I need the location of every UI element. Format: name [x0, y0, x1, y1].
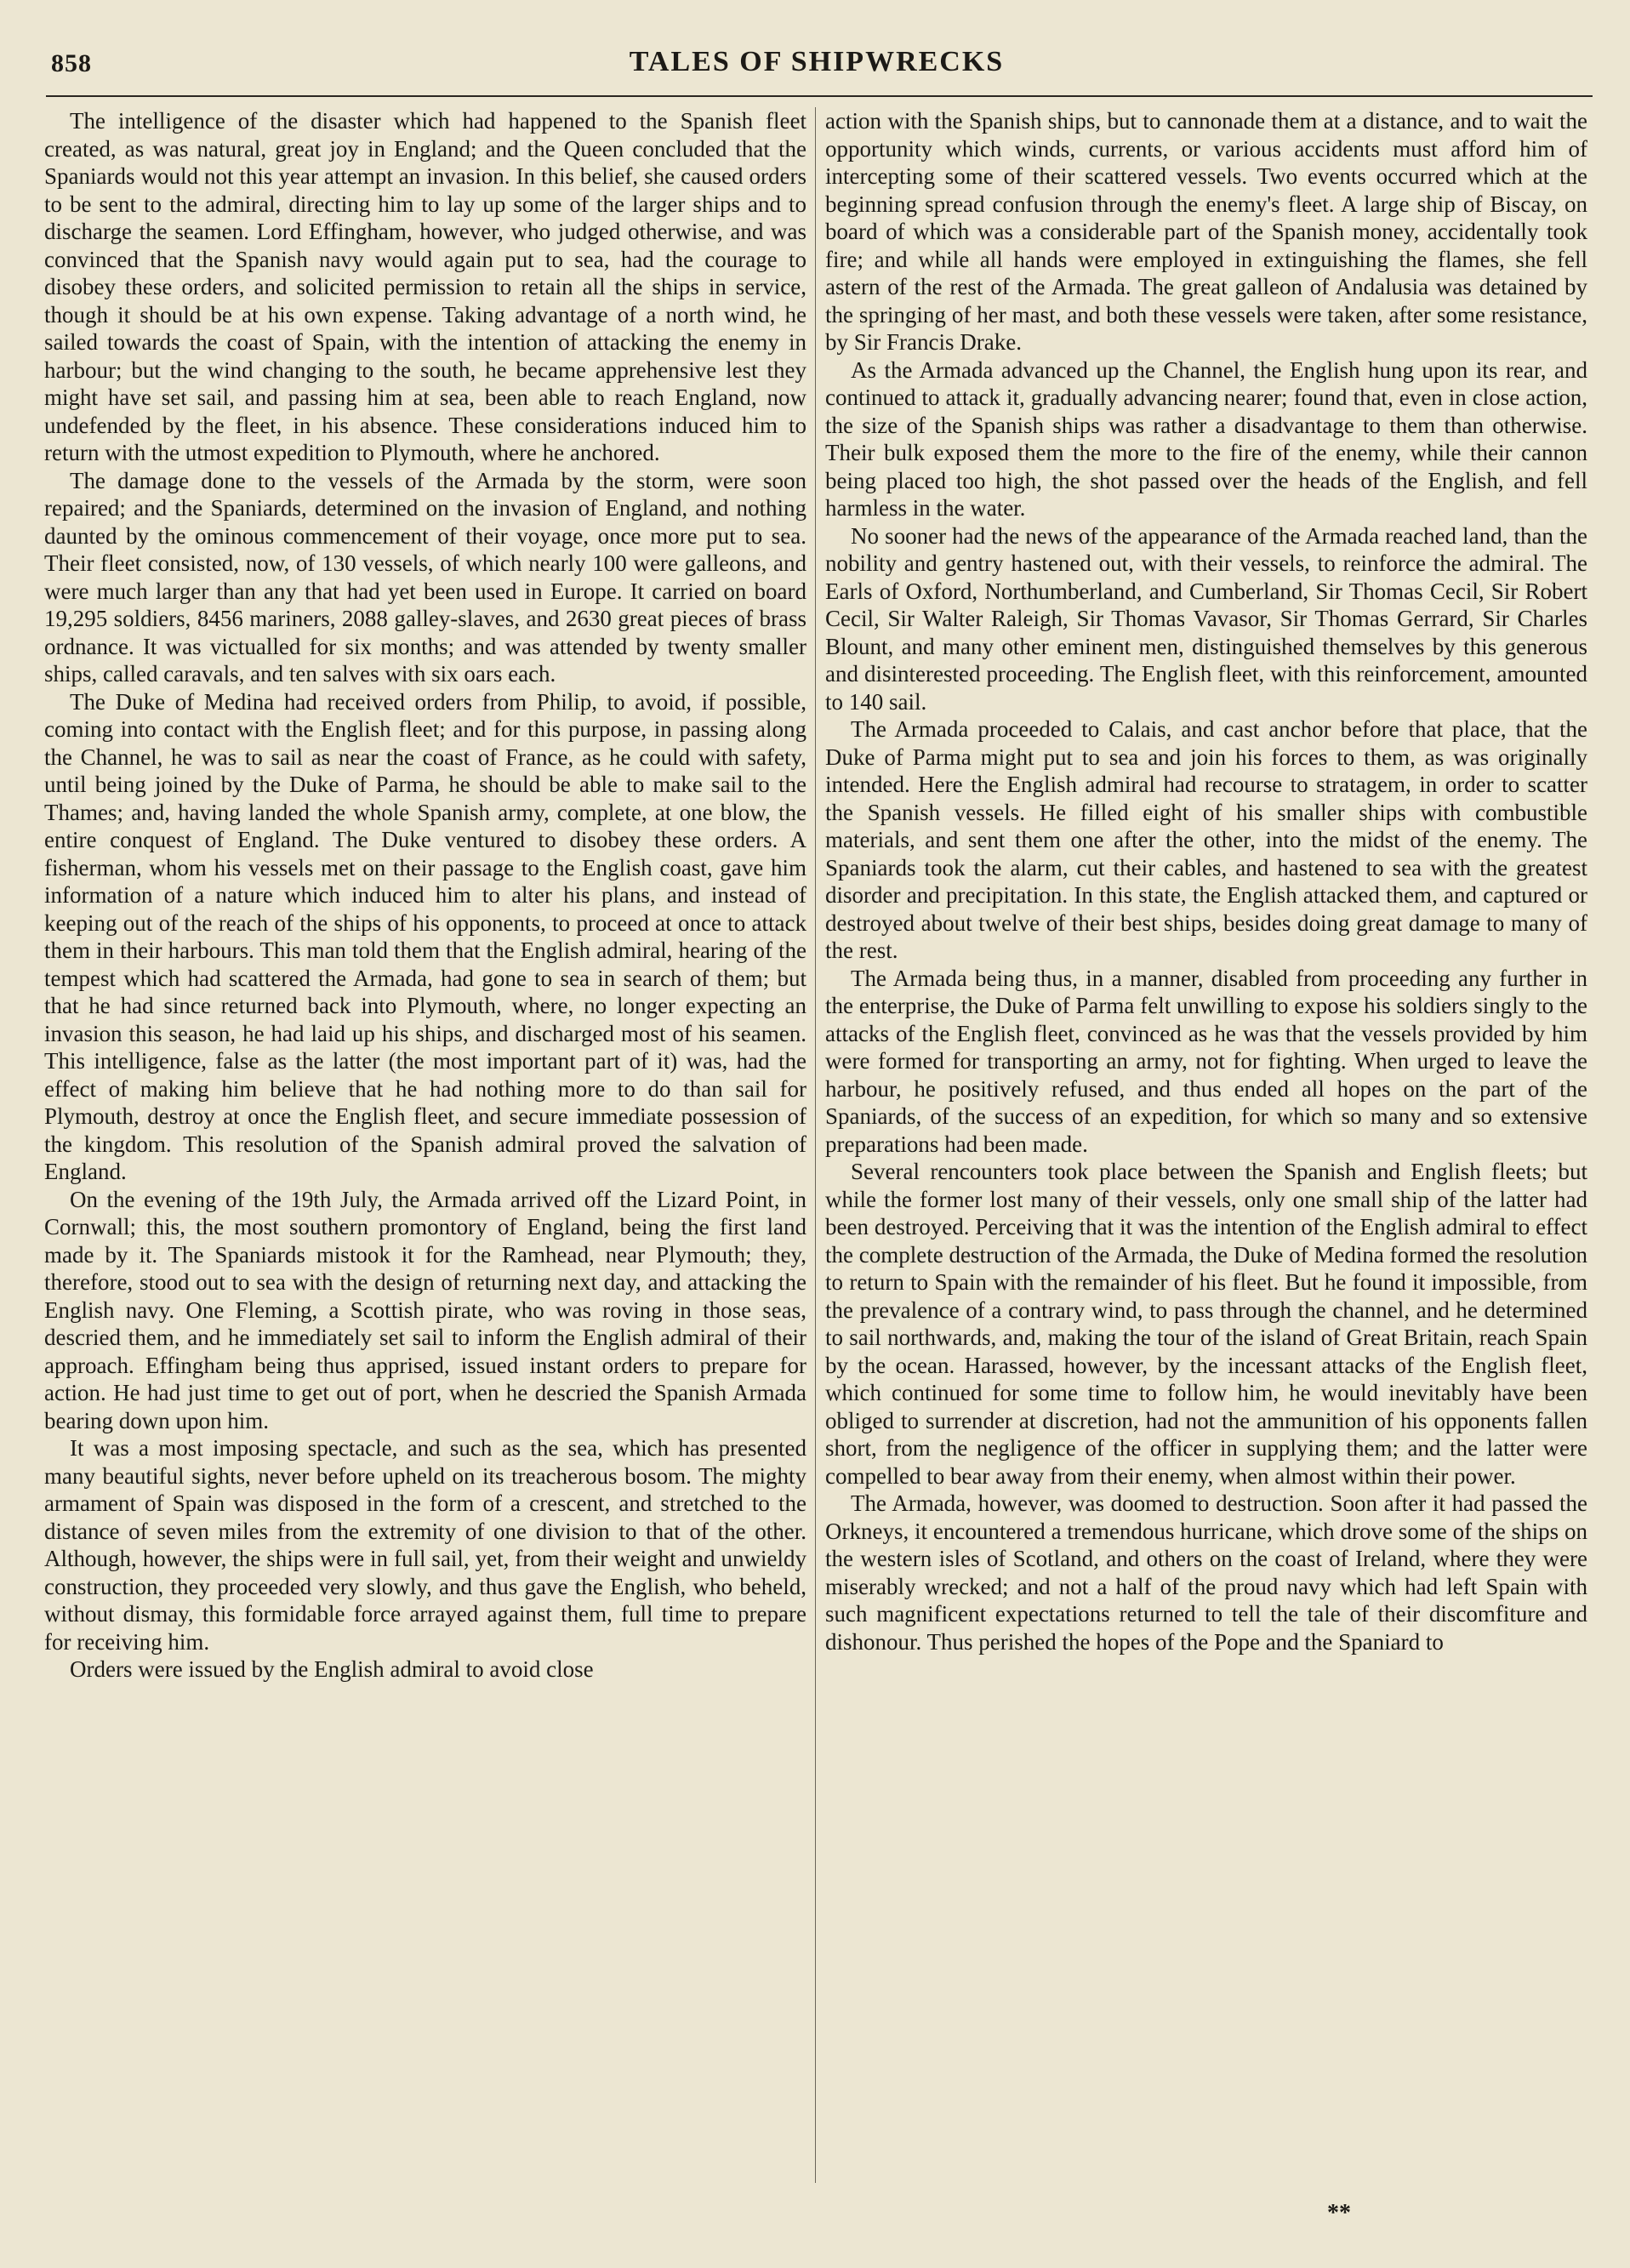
signature-mark: **	[1327, 2200, 1351, 2226]
page-header	[51, 41, 1582, 92]
paragraph: The Armada proceeded to Calais, and cast anchor before that place, that the Duke of Parma might put to sea and join his forces to them, as was originally intended. Here the English admiral had recourse to stratagem, in order to scatter the Spanish vessels. He filled eight of his smaller ships with combustible materials, and sent them one after the other, into the midst of the enemy. The Spaniards took the alarm, cut their cables, and hastened to sea with the greatest disorder and precipitation. In this state, the English attacked them, and captured or destroyed about twelve of their best ships, besides doing great damage to many of the rest.	[825, 716, 1587, 963]
paragraph: On the evening of the 19th July, the Armada arrived off the Lizard Point, in Cornwall; this, the most southern promontory of England, being the first land made by it. The Spaniards mistook it for the Ramhead, near Plymouth; they, therefore, stood out to sea with the design of returning next day, and attacking the English navy. One Fleming, a Scottish pirate, who was roving in those seas, descried them, and he immediately set sail to inform the English admiral of their approach. Effingham being thus apprised, issued instant orders to prepare for action. He had just time to get out of port, when he descried the Spanish Armada bearing down upon him.	[44, 1186, 806, 1433]
running-title: TALES OF SHIPWRECKS	[629, 46, 1005, 77]
right-column	[825, 107, 1587, 1655]
column-divider	[815, 107, 816, 2183]
paragraph: Orders were issued by the English admiral to avoid close	[70, 1656, 594, 1682]
paragraph: The damage done to the vessels of the Armada by the storm, were soon repaired; and the Spaniards, determined on the invasion of England, and nothing daunted by the ominous commencement of their voyage, once more put to sea. Their fleet consisted, now, of 130 vessels, of which nearly 100 were galleons, and were much larger than any that had yet been used in Europe. It carried on board 19,295 soldiers, 8456 mariners, 2088 galley-slaves, and 2630 great pieces of brass ordnance. It was victualled for six months; and was attended by twenty smaller ships, called caravals, and ten salves with six oars each.	[44, 467, 806, 687]
header-rule	[46, 95, 1593, 97]
paragraph: As the Armada advanced up the Channel, the English hung upon its rear, and continued to attack it, gradually advancing nearer; found that, even in close action, the size of the Spanish ships was rather a disadvantage to them than otherwise. Their bulk exposed them the more to the fire of the enemy, while their cannon being placed too high, the shot passed over the heads of the English, and fell harmless in the water.	[825, 356, 1587, 521]
paragraph: The Duke of Medina had received orders from Philip, to avoid, if possible, coming into contact with the English fleet; and for this purpose, in passing along the Channel, he was to sail as near the coast of France, as he could with safety, until being joined by the Duke of Parma, he should be able to make sail to the Thames; and, having landed the whole Spanish army, complete, at one blow, the entire conquest of England. The Duke ventured to disobey these orders. A fisherman, whom his vessels met on their passage to the English coast, gave him information of a nature which induced him to alter his plans, and instead of keeping out of the reach of the ships of his opponents, to proceed at once to attack them in their harbours. This man told them that the English admiral, hearing of the tempest which had scattered the Armada, had gone to sea in search of them; but that he had since returned back into Plymouth, where, no longer expecting an invasion this season, he had laid up his ships, and discharged most of his seamen. This intelligence, false as the latter (the most important part of it) was, had the effect of making him believe that he had nothing more to do than sail for Plymouth, destroy at once the English fleet, and secure immediate possession of the kingdom. This resolution of the Spanish admiral proved the salvation of England.	[44, 688, 806, 1184]
left-column	[44, 107, 806, 1684]
paragraph: No sooner had the news of the appearance of the Armada reached land, than the nobility and gentry hastened out, with their vessels, to reinforce the admiral. The Earls of Oxford, Northumberland, and Cumberland, Sir Thomas Cecil, Sir Robert Cecil, Sir Walter Raleigh, Sir Thomas Vavasor, Sir Thomas Gerrard, Sir Charles Blount, and many other eminent men, distinguished themselves by this generous and disinterested proceeding. The English fleet, with this reinforcement, amounted to 140 sail.	[825, 522, 1587, 715]
paragraph: action with the Spanish ships, but to cannonade them at a distance, and to wait the opportunity which winds, currents, or various accidents must afford him of intercepting some of their scattered vessels. Two events occurred which at the beginning spread confusion through the enemy's fleet. A large ship of Biscay, on board of which was a considerable part of the Spanish money, accidentally took fire; and while all hands were employed in extinguishing the flames, she fell astern of the rest of the Armada. The great galleon of Andalusia was detained by the springing of her mast, and both these vessels were taken, after some resistance, by Sir Francis Drake.	[825, 108, 1587, 355]
page-number: 858	[51, 49, 92, 77]
paragraph: Several rencounters took place between the Spanish and English fleets; but while the former lost many of their vessels, only one small ship of the latter had been destroyed. Perceiving that it was the intention of the English admiral to effect the complete destruction of the Armada, the Duke of Medina formed the resolution to return to Spain with the remainder of his fleet. But he found it impossible, from the prevalence of a contrary wind, to pass through the channel, and he determined to sail northwards, and, making the tour of the island of Great Britain, reach Spain by the ocean. Harassed, however, by the incessant attacks of the English fleet, which continued for some time to follow him, he would inevitably have been obliged to surrender at discretion, had not the ammunition of his opponents fallen short, from the negligence of the officer in supplying them; and the latter were compelled to bear away from their enemy, when almost within their power.	[825, 1159, 1587, 1489]
paragraph: It was a most imposing spectacle, and such as the sea, which has presented many beautiful sights, never before upheld on its treacherous bosom. The mighty armament of Spain was disposed in the form of a crescent, and stretched to the distance of seven miles from the extremity of one division to that of the other. Although, however, the ships were in full sail, yet, from their weight and unwieldy construction, they proceeded very slowly, and thus gave the English, who beheld, without dismay, this formidable force arrayed against them, full time to prepare for receiving him.	[44, 1435, 806, 1655]
paragraph: The intelligence of the disaster which had happened to the Spanish fleet created, as was natural, great joy in England; and the Queen concluded that the Spaniards would not this year attempt an invasion. In this belief, she caused orders to be sent to the admiral, directing him to lay up some of the larger ships and to discharge the seamen. Lord Effingham, however, who judged otherwise, and was convinced that the Spanish navy would again put to sea, had the courage to disobey these orders, and solicited permission to retain all the ships in service, though it should be at his own expense. Taking advantage of a north wind, he sailed towards the coast of Spain, with the intention of attacking the enemy in harbour; but the wind changing to the south, he became apprehensive lest they might have set sail, and passing him at sea, been able to reach England, now undefended by the fleet, in his absence. These considerations induced him to return with the utmost expedition to Plymouth, where he anchored.	[44, 108, 806, 465]
paragraph: The Armada being thus, in a manner, disabled from proceeding any further in the enterprise, the Duke of Parma felt unwilling to expose his soldiers singly to the attacks of the English fleet, convinced as he was that the vessels provided by him were formed for transporting an army, not for fighting. When urged to leave the harbour, he positively refused, and thus ended all hopes on the part of the Spaniards, of the success of an expedition, for which so many and so extensive preparations had been made.	[825, 965, 1587, 1157]
paragraph: The Armada, however, was doomed to destruction. Soon after it had passed the Orkneys, it encountered a tremendous hurricane, which drove some of the ships on the western isles of Scotland, and others on the coast of Ireland, where they were miserably wrecked; and not a half of the proud navy which had left Spain with such magnificent expectations returned to tell the tale of their discomfiture and dishonour. Thus perished the hopes of the Pope and the Spaniard to	[825, 1490, 1587, 1655]
